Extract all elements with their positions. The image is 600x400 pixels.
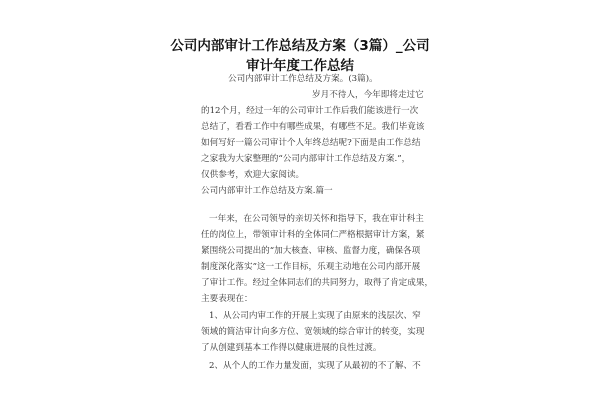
document-title-line1: 公司内部审计工作总结及方案（3篇）_公司 <box>170 38 430 54</box>
text-line: 公司内部审计工作总结及方案。(3篇)。 <box>228 74 378 84</box>
text-line: 主要表现在： <box>201 294 253 304</box>
section-heading: 公司内部审计工作总结及方案.篇一 <box>201 186 333 196</box>
text-line: 了从创建到基本工作得以健康进展的良性过渡。 <box>201 343 382 353</box>
text-line: 一年来，在公司领导的亲切关怀和指导下，我在审计科主 <box>209 214 424 224</box>
text-line: 任的岗位上，带领审计科的全体同仁严格根据审计方案，紧 <box>201 230 425 240</box>
text-line: 之家我为大家整理的“公司内部审计工作总结及方案.”， <box>201 154 411 164</box>
text-line: 的12个月，经过一年的公司审计工作后我们能该进行一次 <box>201 106 419 116</box>
document-title-line2: 审计年度工作总结 <box>246 58 354 74</box>
text-line: 领域的简洁审计向多方位、宽领域的综合审计的转变，实现 <box>201 327 425 337</box>
text-line: 紧围绕公司提出的“加大核查、审核、监督力度，确保各项 <box>201 246 421 256</box>
text-line: 制度深化落实”这一工作目标，乐观主动地在公司内部开展 <box>201 262 421 272</box>
text-line: 如何写好一篇公司审计个人年终总结呢?下面是由工作总结 <box>201 138 421 148</box>
text-line: 仅供参考，欢迎大家阅读。 <box>201 170 305 180</box>
text-line: 了审计工作。经过全体同志们的共同努力，取得了肯定成果， <box>201 278 434 288</box>
text-line: 岁月不待人，今年即将走过它 <box>312 90 424 100</box>
list-item: 2、从个人的工作力量发面，实现了从最初的不了解、不 <box>209 361 421 371</box>
text-line: 总结了，看看工作中有哪些成果，有哪些不足。我们毕竟该 <box>201 122 425 132</box>
list-item: 1、从公司内审工作的开展上实现了由原来的浅层次、窄 <box>209 311 421 321</box>
